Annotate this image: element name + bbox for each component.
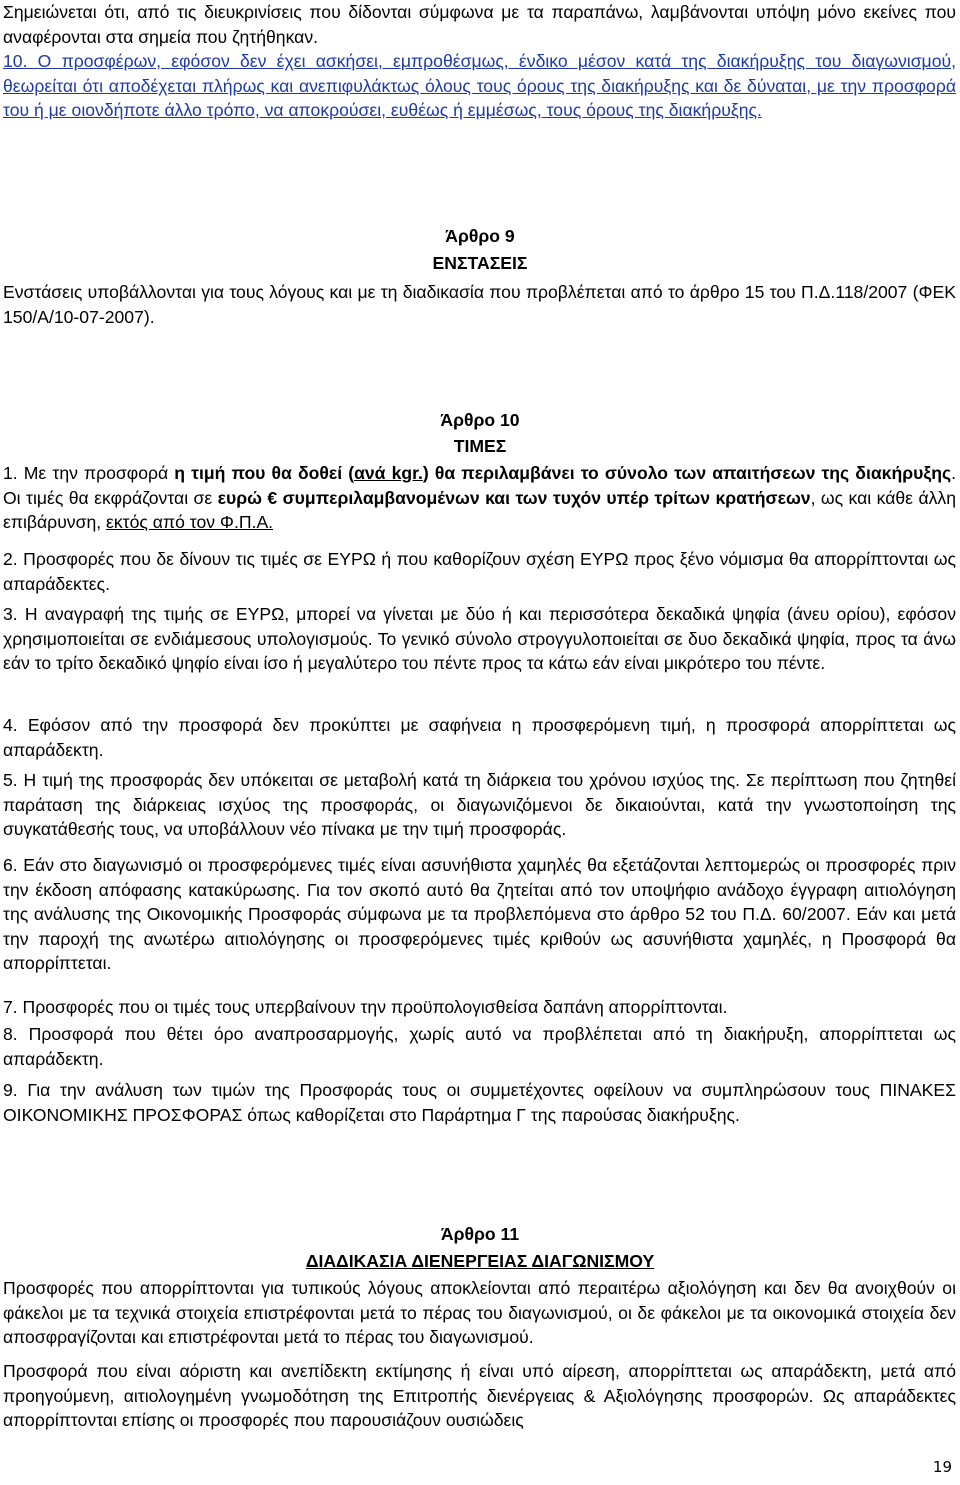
article-10-item-4: 4. Εφόσον από την προσφορά δεν προκύπτει με σαφήνεια η προσφερόμενη τιμή, η προσφορά απορρίπτεται ως απαράδεκτη. xyxy=(3,715,956,760)
item-1-part-a: 1. Με την προσφορά xyxy=(3,463,175,483)
article-10-item-5: 5. Η τιμή της προσφοράς δεν υπόκειται σε μεταβολή κατά τη διάρκεια του χρόνου ισχύος της. Σε περίπτωση που ζητηθεί παράταση της διάρκειας ισχύος της προσφοράς, οι διαγωνιζόμενοι δε δικαιούνται, κατά την γνωστοποίηση της συγκατάθεσής τους, να υποβάλλουν νέο πίνακα με την τιμή προσφοράς. xyxy=(3,770,956,839)
article-11-para-2: Προσφορά που είναι αόριστη και ανεπίδεκτη εκτίμησης ή είναι υπό αίρεση, απορρίπτεται ως απαράδεκτη, μετά από προηγούμενη, αιτιολογημένη γνωμοδότηση της Επιτροπής διενέργειας & Αξιολόγησης προσφορών. Ως απαράδεκτες απορρίπτονται επίσης οι προσφορές που παρουσιάζουν ουσιώδεις xyxy=(3,1361,956,1430)
item-1-part-d: ) θα περιλαμβάνει το σύνολο των απαιτήσεων της διακήρυξης xyxy=(422,463,952,483)
article-11-para-1: Προσφορές που απορρίπτονται για τυπικούς λόγους αποκλείονται από περαιτέρω αξιολόγηση και δεν θα ανοιχθούν οι φάκελοι με τα τεχνικά στοιχεία επιστρέφονται μετά το πέρας του διαγωνισμού, οι δε φάκελοι με τα οικονομικά στοιχεία δεν αποσφραγίζονται και επιστρέφονται μετά το πέρας του διαγωνισμού. xyxy=(3,1278,956,1347)
article-10-number: Άρθρο 10 xyxy=(440,410,520,430)
item-1-part-e: . Οι τιμές θα εκφράζονται σε xyxy=(3,463,956,508)
article-10-item-3: 3. Η αναγραφή της τιμής σε ΕΥΡΩ, μπορεί να γίνεται με δύο ή και περισσότερα δεκαδικά ψηφία (άνευ ορίου), εφόσον χρησιμοποιείται σε ενδιάμεσους υπολογισμούς. Το γενικό σύνολο στρογγυλοποιείται σε δυο δεκαδικά ψηφία, προς τα άνω εάν το τρίτο δεκαδικό ψηφίο είναι ίσο ή μεγαλύτερο του πέντε προς τα κάτω εάν είναι μικρότερο του πέντε. xyxy=(3,604,956,673)
article-10-item-1 xyxy=(3,461,956,535)
article-10-item-8: 8. Προσφορά που θέτει όρο αναπροσαρμογής, χωρίς αυτό να προβλέπεται από τη διακήρυξη, απορρίπτεται ως απαράδεκτη. xyxy=(3,1024,956,1069)
article-10-item-9: 9. Για την ανάλυση των τιμών της Προσφοράς τους οι συμμετέχοντες οφείλουν να συμπληρώσουν τους ΠΙΝΑΚΕΣ ΟΙΚΟΝΟΜΙΚΗΣ ΠΡΟΣΦΟΡΑΣ όπως καθορίζεται στο Παράρτημα Γ της παρούσας διακήρυξης. xyxy=(3,1080,956,1125)
page-number: 19 xyxy=(932,1458,952,1476)
article-9-title: ΕΝΣΤΑΣΕΙΣ xyxy=(432,253,528,273)
article-10-title: ΤΙΜΕΣ xyxy=(453,436,507,456)
item-1-part-b: η τιμή που θα δοθεί ( xyxy=(174,463,355,483)
article-10-item-7: 7. Προσφορές που οι τιμές τους υπερβαίνουν την προϋπολογισθείσα δαπάνη απορρίπτονται. xyxy=(3,997,728,1017)
article-11-number: Άρθρο 11 xyxy=(440,1224,520,1244)
article-10-item-2: 2. Προσφορές που δε δίνουν τις τιμές σε ΕΥΡΩ ή που καθορίζουν σχέση ΕΥΡΩ προς ξένο νόμισμα θα απορρίπτονται ως απαράδεκτες. xyxy=(3,549,956,594)
article-9-text: Ενστάσεις υποβάλλονται για τους λόγους και με τη διαδικασία που προβλέπεται από το άρθρο 15 του Π.Δ.118/2007 (ΦΕΚ 150/Α/10-07-2007). xyxy=(3,282,956,327)
article-10-item-6: 6. Εάν στο διαγωνισμό οι προσφερόμενες τιμές είναι ασυνήθιστα χαμηλές θα εξετάζονται λεπτομερώς οι προσφορές πριν την έκδοση απόφασης κατακύρωσης. Για τον σκοπό αυτό θα ζητείται από τον υποψήφιο ανάδοχο έγγραφη αιτιολόγηση της ανάλυσης της Οικονομικής Προσφοράς σύμφωνα με τα προβλεπόμενα στο άρθρο 52 του Π.Δ. 60/2007. Εάν και μετά την παροχή της ανωτέρω αιτιολόγησης οι προσφερόμενες τιμές κριθούν ως ασυνήθιστα χαμηλές, η Προσφορά θα απορρίπτεται. xyxy=(3,855,956,973)
item-1-part-f: ευρώ € συμπεριλαμβανομένων και των τυχόν υπέρ τρίτων κρατήσεων xyxy=(217,487,811,508)
intro-paragraph: Σημειώνεται ότι, από τις διευκρινίσεις που δίδονται σύμφωνα με τα παραπάνω, λαμβάνονται υπόψη μόνο εκείνες που αναφέρονται στα σημεία που ζητήθηκαν. xyxy=(3,2,956,47)
item-1-part-g: , ως και κάθε άλλη επιβάρυνση, xyxy=(3,487,957,532)
article-11-title: ΔΙΑΔΙΚΑΣΙΑ ΔΙΕΝΕΡΓΕΙΑΣ ΔΙΑΓΩΝΙΣΜΟΥ xyxy=(305,1251,655,1271)
item-1-part-h: εκτός από τον Φ.Π.Α. xyxy=(106,512,274,532)
article-9-number: Άρθρο 9 xyxy=(445,226,515,246)
item-1-part-c: ανά kgr. xyxy=(354,463,423,483)
item-10-paragraph[interactable]: 10. Ο προσφέρων, εφόσον δεν έχει ασκήσει, εμπροθέσμως, ένδικο μέσον κατά της διακήρυξης του διαγωνισμού, θεωρείται ότι αποδέχεται πλήρως και ανεπιφυλάκτως όλους τους όρους της διακήρυξης και δε δύναται, με την προσφορά του ή με οιονδήποτε άλλο τρόπο, να αποκρούσει, ευθέως ή εμμέσως, τους όρους της διακήρυξης. xyxy=(3,51,956,120)
